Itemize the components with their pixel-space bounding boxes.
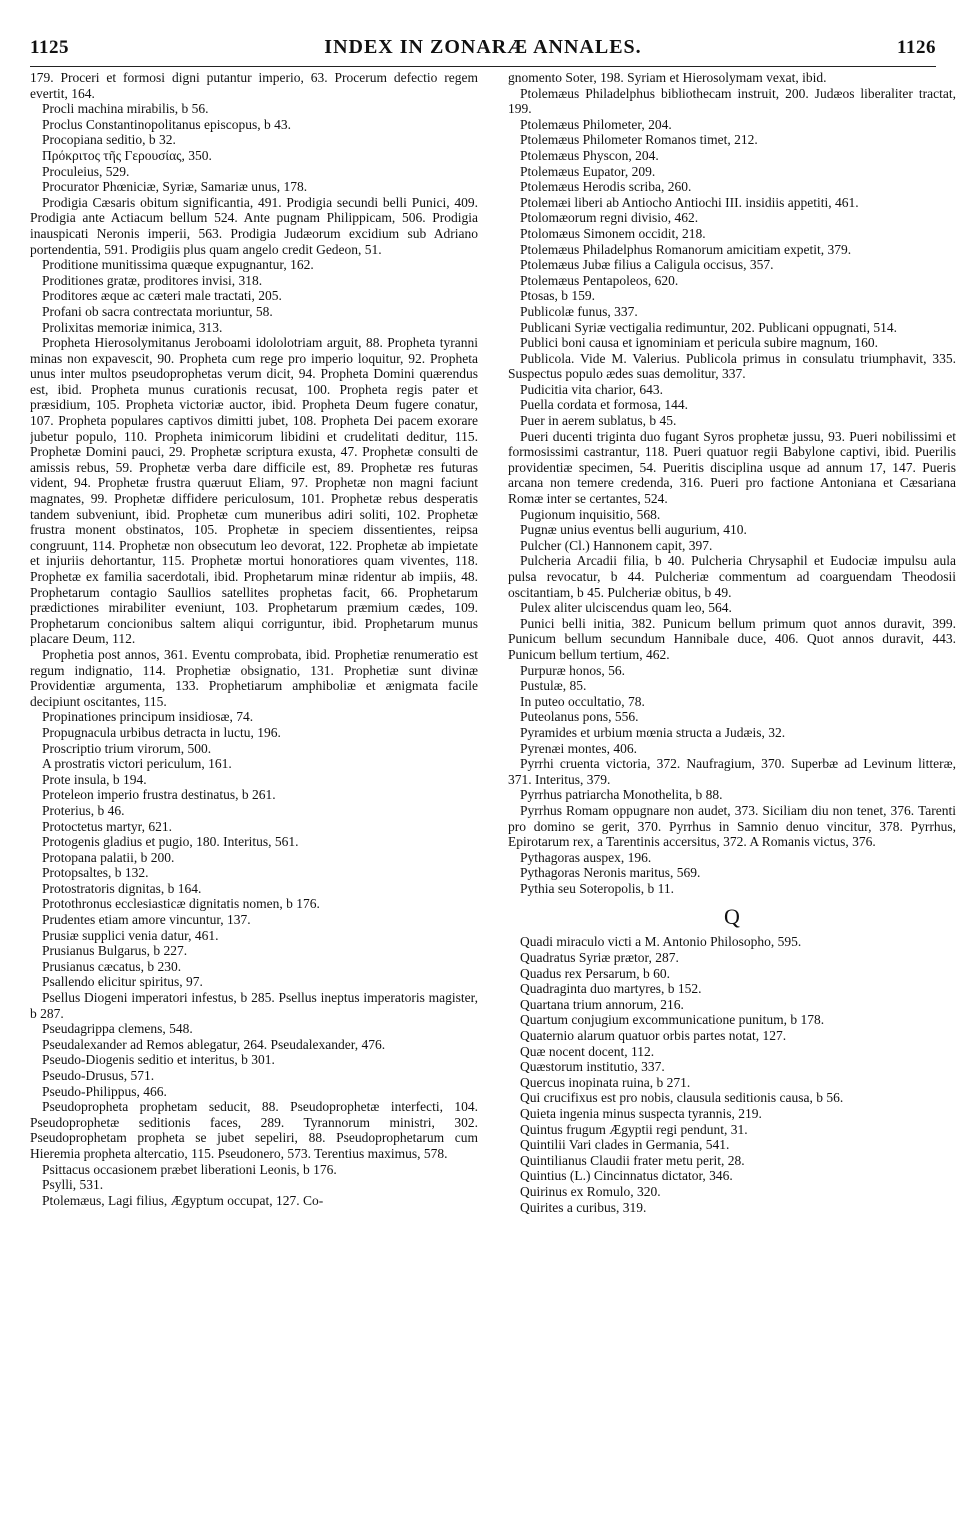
index-entry: Pulcher (Cl.) Hannonem capit, 397. [520,537,713,553]
index-entry: Ptolemæi liberi ab Antiocho Antiochi III. insidiis appetiti, 461. [520,194,859,210]
index-entry: Ptolemæus Pentapoleos, 620. [520,272,679,288]
index-entry: Ptolemæus Physcon, 204. [520,147,659,163]
index-entry: Propugnacula urbibus detracta in luctu, 196. [42,724,281,740]
index-entry: Quadi miraculo victi a M. Antonio Philosopho, 595. [520,934,802,950]
index-entry: Ptolemæus Jubæ filius a Caligula occisus, 357. [520,257,774,273]
index-entry: Πρόκριτος τῆς Γερουσίας, 350. [42,147,212,163]
index-entry: Ptolemæus, Lagi filius, Ægyptum occupat, 127. Co- [42,1192,324,1208]
index-entry: Protothronus ecclesiasticæ dignitatis nomen, b 176. [42,896,320,912]
index-entry: Pustulæ, 85. [520,678,587,694]
index-entry: gnomento Soter, 198. Syriam et Hierosolymam vexat, ibid. [508,70,827,85]
index-entry: Prusiæ supplici venia datur, 461. [42,927,219,943]
index-entry: Pseudopropheta prophetam seducit, 88. Pseudoprophetæ interfecti, 104. Pseudoprophetæ seditionis faces, 289. Tyrannorum ministri, 302. Pseudoprophetam propheta se jubet sepeliri, 88. Pseudoprophetarum cum Hieremia propheta altercatio, 115. Pseudonero, 573. Terentius maximus, 578. [30,1099,478,1161]
index-entry: Prodigia Cæsaris obitum significantia, 491. Prodigia secundi belli Punici, 409. Prodigia ante Actiacum bellum 524. Ante pugnam Philippicam, 506. Prodigia inauspicati Neronis imperii, 563. Prodigia Judæorum excidium sub Adriano portendentia, 591. Prodigiis plus quam angelo credit Gedeon, 51. [30,194,478,257]
index-entry: A prostratis victori periculum, 161. [42,756,232,772]
index-entry: Pueri ducenti triginta duo fugant Syros prophetæ jussu, 93. Pueri nobilissimi et formosissimi castrantur, 118. Pueri quatuor regii Babylone captivi, ibid. Puerilis providentiæ specimen, 54. Pueritis disciplina usque ad annum 17, 147. Pueris arcana non temere credenda, 316. Pueri pro factione Antoniana et Cæsariana Romæ inter se certantes, 524. [508,428,956,507]
index-entry: Ptolomæus Simonem occidit, 218. [520,225,706,241]
index-entry: Quercus inopinata ruina, b 271. [520,1074,691,1090]
index-entry: Quæstorum institutio, 337. [520,1059,665,1075]
index-entry: Pythia seu Soteropolis, b 11. [520,880,674,896]
index-entry: Purpuræ honos, 56. [520,662,626,678]
index-entry: Quadratus Syriæ prætor, 287. [520,950,679,966]
page-header [30,36,936,66]
index-entry: Prolixitas memoriæ inimica, 313. [42,319,223,335]
index-entry: Pugionum inquisitio, 568. [520,506,661,522]
header-rule [30,66,936,67]
index-entry: Puteolanus pons, 556. [520,709,639,725]
index-entry: Protogenis gladius et pugio, 180. Interitus, 561. [42,834,299,850]
index-entry: Procli machina mirabilis, b 56. [42,101,209,117]
index-entry: Psylli, 531. [42,1177,104,1193]
index-entry: Pseudo-Drusus, 571. [42,1068,155,1083]
index-entry: Protostratoris dignitas, b 164. [42,880,202,896]
index-entry: Pseudalexander ad Remos ablegatur, 264. Pseudalexander, 476. [42,1036,386,1052]
page-number-right: 1126 [897,37,936,58]
index-entry: Quaternio alarum quatuor orbis partes notat, 127. [520,1028,787,1044]
index-entry: Quartana trium annorum, 216. [520,996,684,1012]
index-entry: Protopsaltes, b 132. [42,865,149,881]
index-entry: Pyrenæi montes, 406. [520,740,637,756]
index-entry: Publicolæ funus, 337. [520,303,638,319]
index-entry: Quadraginta duo martyres, b 152. [520,981,702,997]
index-entry: Punici belli initia, 382. Punicum bellum primum quot annos duravit, 399. Punicum bellum secundum Hannibale duce, 406. Quot annos duravit, 443. Punicum bellum tertium, 462. [508,615,956,662]
index-entry: Pudicitia vita charior, 643. [520,381,664,397]
index-entry: Prote insula, b 194. [42,771,147,787]
index-entry: Quadus rex Persarum, b 60. [520,965,670,981]
index-entry: Ptolemæus Herodis scriba, 260. [520,179,692,195]
index-entry: Quieta ingenia minus suspecta tyrannis, 219. [520,1106,762,1121]
index-entry: Ptolemæus Philadelphus bibliothecam instruit, 200. Judæos liberaliter tractat, 199. [508,85,956,117]
index-entry: Prudentes etiam amore vincuntur, 137. [42,912,251,928]
right-column [508,70,956,1516]
index-entry: Pyrrhus Romam oppugnare non audet, 373. Siciliam diu non tenet, 376. Tarenti pro domino se gerit, 370. Pyrrhus in Samnio denuo vincitur, 378. Pyrrhus, Epirotarum rex, a Tarentinis accersitus, 372. A Romanis victus, 376. [508,802,956,850]
index-entry: Psellus Diogeni imperatori infestus, b 285. Psellus ineptus imperatoris magister, b 287. [30,990,478,1021]
index-entry: Quintilianus Claudii frater metu perit, 28. [520,1152,745,1168]
index-entry: Ptolemæus Eupator, 209. [520,163,656,179]
index-entry: Proditione munitissima quæque expugnantur, 162. [42,257,314,273]
index-entry: Publicola. Vide M. Valerius. Publicola primus in consulatu triumphavit, 335. Suspectus populo ædes suas demolitur, 337. [508,350,956,382]
index-entry: Puer in aerem sublatus, b 45. [520,413,677,429]
index-entry: Proculeius, 529. [42,163,130,179]
index-entry: Proterius, b 46. [42,802,125,818]
index-entry: Psallendo elicitur spiritus, 97. [42,974,203,990]
index-entry: Ptolemæus Philadelphus Romanorum amicitiam expetit, 379. [520,241,852,257]
index-entry: Procopiana seditio, b 32. [42,132,176,148]
index-entry: Pythagoras Neronis maritus, 569. [520,865,701,881]
index-entry: Pyrrhi cruenta victoria, 372. Naufragium, 370. Superbæ ad Levinum litteræ, 371. Interitus, 379. [508,756,956,787]
left-column [30,70,478,1516]
index-entry: Prophetia post annos, 361. Eventu comprobata, ibid. Prophetiæ renumeratio est regum indignatio, 114. Prophetiæ obsignatio, 131. Prophetiæ sunt divinæ Providentiæ argumenta, 133. Prophetiarum amphiboliæ et ænigmata facile decipiunt oscitantes, 115. [30,646,478,709]
index-entry: Quintilii Vari clades in Germania, 541. [520,1137,730,1153]
index-entry: Procurator Phœniciæ, Syriæ, Samariæ unus, 178. [42,179,308,195]
index-entry: Pseudo-Philippus, 466. [42,1083,167,1099]
section-letter: Q [724,904,740,930]
index-entry: Propheta Hierosolymitanus Jeroboami idololotriam arguit, 88. Propheta tyranni minas non expavescit, 90. Propheta cum rege pro imperio loquitur, 92. Propheta unus inter multos pseudoprophetas verum dicit, 94. Propheta Domini quærendus est, ibid. Propheta munus curationis recusat, 100. Propheta regis pater et præsidium, 105. Propheta victoriæ auctor, ibid. Propheta Deum fugere conatur, 107. Propheta populares captivos dimitti jubet, 108. Propheta Dei pacem exorare jubetur populo, 110. Propheta inimicorum libidini et crudelitati deditur, 115. Prophetæ Domini pauci, 29. Prophetæ scriptura exusta, 47. Prophetæ consulti de amissis rebus, 59. Prophetæ verba dare difficile est, 89. Prophetæ res futuras vident, 94. Prophetæ frustra quæruut Eliam, 97. Prophetæ non magni faciunt magnates, 99. Prophetæ diffidere periculosum, 101. Prophetæ rebus desperatis tandem subveniunt, ibid. Prophetæ cum muneribus adiri soliti, 102. Prophetæ frustra monent obstinatos, 105. Prophetæ in speciem dissentientes, reipsa congruunt, 114. Prophetæ non obsecutum leo devorat, 122. Prophetæ ab impietate et injuriis dehortantur, 115. Prophetæ mortui honoratiores quam viventes, 118. Prophetæ ex familia sacerdotali, ibid. Prophetarum minæ ridentur ab impiis, 48. Prophetarum contagio Saullios satellites prophetas facit, 66. Prophetarum prædictiones mirabiliter eveniunt, 103. Prophetarum præmium cædes, 109. Prophetarum concionibus saltem aliqui corriguntur, ibid. Prophetarum munus placare Deum, 112. [30,335,478,647]
index-entry: Protopana palatii, b 200. [42,849,175,865]
index-entry: Pyramides et urbium mœnia structa a Judæis, 32. [520,724,786,740]
index-entry: Proditiones gratæ, proditores invisi, 318. [42,272,263,288]
index-entry: Pulex aliter ulciscendus quam leo, 564. [520,600,732,616]
index-entry: Protoctetus martyr, 621. [42,818,172,834]
index-entry: Publici boni causa et ignominiam et pericula subire magnum, 160. [520,335,879,351]
index-entry: Quæ nocent docent, 112. [520,1043,655,1059]
index-entry: Quintius (L.) Cincinnatus dictator, 346. [520,1168,733,1184]
index-entry: Proteleon imperio frustra destinatus, b 261. [42,787,276,803]
index-entry: Quirinus ex Romulo, 320. [520,1183,661,1199]
index-entry: Quintus frugum Ægyptii regi pendunt, 31. [520,1121,748,1137]
index-entry: Proditores æque ac cæteri male tractati, 205. [42,288,282,304]
index-entry: Psittacus occasionem præbet liberationi Leonis, b 176. [42,1161,337,1177]
index-entry: Pugnæ unius eventus belli augurium, 410. [520,522,747,538]
index-entry: Pythagoras auspex, 196. [520,849,652,865]
index-entry: In puteo occultatio, 78. [520,693,645,709]
index-entry: Prusianus Bulgarus, b 227. [42,943,188,959]
index-entry: Qui crucifixus est pro nobis, clausula seditionis causa, b 56. [520,1090,844,1106]
page-title: INDEX IN ZONARÆ ANNALES. [324,36,642,58]
index-entry: Publicani Syriæ vectigalia redimuntur, 202. Publicani oppugnati, 514. [520,319,898,335]
index-entry: Proclus Constantinopolitanus episcopus, b 43. [42,116,291,132]
index-entry: Puella cordata et formosa, 144. [520,397,688,413]
index-entry: Pseudo-Diogenis seditio et interitus, b 301. [42,1052,275,1068]
index-entry: Ptolemæus Philometer, 204. [520,116,672,132]
index-entry: Ptolemæus Philometer Romanos timet, 212. [520,132,758,148]
index-entry: Prusianus cæcatus, b 230. [42,958,182,974]
index-entry: Quartum conjugium excommunicatione punitum, b 178. [520,1012,825,1028]
index-entry: Pseudagrippa clemens, 548. [42,1021,193,1037]
index-entry: Proscriptio trium virorum, 500. [42,740,212,756]
index-entry: Pyrrhus patriarcha Monothelita, b 88. [520,787,723,803]
index-entry: Profani ob sacra contrectata moriuntur, 58. [42,303,273,319]
index-entry: Pulcheria Arcadii filia, b 40. Pulcheria Chrysaphil et Eudociæ impulsu aula pulsa revocatur, b 44. Pulcheriæ commentum ad coarguendam Theodosii oscitantiam, b 45. Pulcheriæ obitus, b 49. [508,553,956,600]
index-entry: Quirites a curibus, 319. [520,1199,647,1215]
index-entry: 179. Proceri et formosi digni putantur imperio, 63. Procerum defectio regem evertit, 164. [30,70,478,101]
index-entry: Ptolomæorum regni divisio, 462. [520,210,699,226]
index-entry: Propinationes principum insidiosæ, 74. [42,709,254,725]
index-entry: Ptosas, b 159. [520,288,596,304]
page-number-left: 1125 [30,37,69,58]
